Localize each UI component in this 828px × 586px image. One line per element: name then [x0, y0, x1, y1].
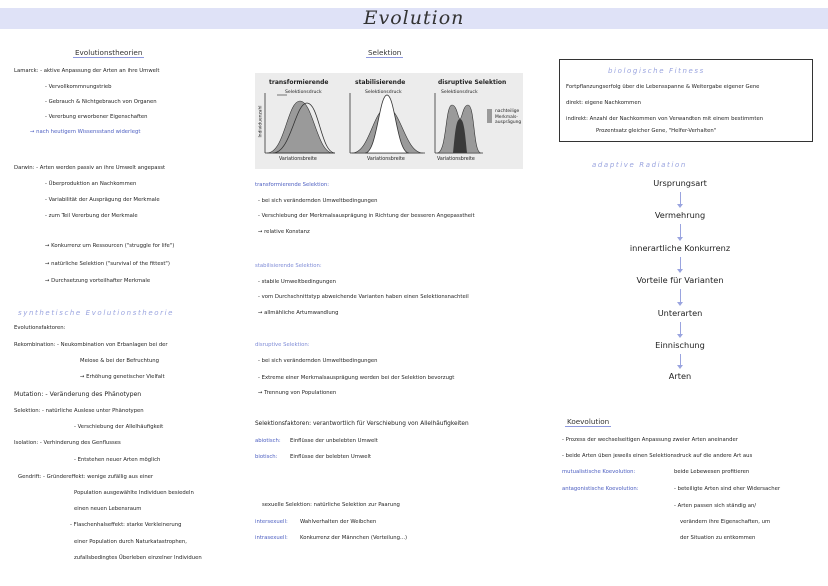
transform-item-3: → relative Konstanz	[258, 229, 310, 235]
intrasexuell-text: Konkurrenz der Männchen (Verteilung...)	[300, 535, 408, 541]
mutualistisch-text: beide Lebewesen profitieren	[674, 469, 750, 475]
lamarck-line-2: - Vervollkommnungstrieb	[45, 84, 112, 90]
synth-intro: Evolutionsfaktoren:	[14, 325, 66, 331]
disrupt-item-3: → Trennung von Populationen	[258, 390, 337, 396]
isolation-line-2: - Entstehen neuer Arten möglich	[74, 457, 161, 463]
koevo-line-1: - Prozess der wechselseitigen Anpassung zweier Arten aneinander	[562, 437, 738, 443]
gendrift-line-2: Population ausgewählte Individuen besiedeln	[74, 490, 194, 496]
rekombination-line-2: Meiose & bei der Befruchtung	[80, 358, 160, 364]
darwin-consequence-3: → Durchsetzung vorteilhafter Merkmale	[45, 278, 151, 284]
selektion-line-1: Selektion: - natürliche Auslese unter Phänotypen	[14, 408, 144, 414]
chain-arrow-6	[680, 354, 681, 366]
lamarck-line-1: Lamarck: - aktive Anpassung der Arten an ihre Umwelt	[14, 68, 160, 74]
biotisch-label: biotisch:	[255, 454, 278, 460]
fig-pressure-1: Selektionsdruck	[285, 90, 322, 95]
koevolution-heading: Koevolution	[567, 417, 610, 426]
fig-xaxis-3: Variationsbreite	[437, 157, 475, 162]
transform-item-1: - bei sich verändernden Umweltbedingungen	[258, 198, 378, 204]
chain-ursprungsart: Ursprungsart	[653, 178, 707, 188]
antagonistisch-label: antagonistische Koevolution:	[562, 486, 639, 492]
chain-arrow-5	[680, 322, 681, 335]
selektion-line-2: - Verschiebung der Allelhäufigkeit	[74, 424, 164, 430]
faktoren-line: Selektionsfaktoren: verantwortlich für Verschiebung von Allelhäufigkeiten	[255, 421, 469, 427]
chain-arrow-3	[680, 257, 681, 270]
intersexuell-text: Wahlverhalten der Weibchen	[300, 519, 377, 525]
rekombination-line-1: Rekombination: - Neukombination von Erbanlagen bei der	[14, 342, 168, 348]
disrupt-item-2: - Extreme einer Merkmalsausprägung werden bei der Selektion bevorzugt	[258, 375, 455, 381]
fig-xaxis-1: Variationsbreite	[279, 157, 317, 162]
stabil-heading: stabilisierende Selektion:	[255, 263, 322, 269]
fitness-line-4: Prozentsatz gleicher Gene, "Helfer-Verhalten"	[596, 128, 717, 134]
chain-konkurrenz: innerartliche Konkurrenz	[629, 243, 731, 253]
fitness-line-1: Fortpflanzungserfolg über die Lebensspanne & Weitergabe eigener Gene	[566, 84, 760, 90]
stabil-item-3: → allmähliche Artumwandlung	[258, 310, 339, 316]
antagonistisch-more-2: verändern ihre Eigenschaften, um	[680, 519, 771, 525]
selection-figure	[255, 73, 523, 169]
mutualistisch-label: mutualistische Koevolution:	[562, 469, 636, 475]
chain-arten: Arten	[668, 371, 692, 381]
selektion-heading: Selektion	[368, 48, 402, 57]
gendrift-line-4: - Flaschenhalseffekt: starke Verkleinerung	[70, 522, 182, 528]
chain-einnischung: Einnischung	[655, 340, 705, 350]
chain-vorteile: Vorteile für Varianten	[636, 275, 724, 285]
chain-arrow-4	[680, 289, 681, 303]
chain-vermehrung: Vermehrung	[654, 210, 706, 220]
darwin-line-3: - Variabilität der Ausprägung der Merkmale	[45, 197, 160, 203]
fig-panel3-title: disruptive Selektion	[438, 79, 507, 86]
darwin-consequence-1: → Konkurrenz um Ressourcen ("struggle for life")	[45, 243, 175, 249]
rekombination-line-3: → Erhöhung genetischer Vielfalt	[80, 374, 165, 380]
darwin-line-1: Darwin: - Arten werden passiv an ihre Umwelt angepasst	[14, 165, 166, 171]
disrupt-item-1: - bei sich verändernden Umweltbedingungen	[258, 358, 378, 364]
intrasexuell-label: intrasexuell:	[255, 535, 288, 541]
intersexuell-label: intersexuell:	[255, 519, 288, 525]
synthetische-heading: synthetische Evolutionstheorie	[18, 309, 175, 317]
fig-yaxis: Individuenzahl	[258, 105, 264, 138]
antagonistisch-more-3: der Situation zu entkommen	[680, 535, 756, 541]
darwin-consequence-2: → natürliche Selektion ("survival of the fittest")	[45, 261, 170, 267]
lamarck-line-3: - Gebrauch & Nichtgebrauch von Organen	[45, 99, 157, 105]
gendrift-line-5: einer Population durch Naturkatastrophen,	[74, 539, 187, 545]
fitness-heading: biologische Fitness	[608, 67, 705, 75]
fig-panel1-title: transformierende	[269, 79, 329, 86]
chain-arrow-1	[680, 192, 681, 205]
darwin-line-4: - zum Teil Vererbung der Merkmale	[45, 213, 138, 219]
biotisch-text: Einflüsse der belebten Umwelt	[290, 454, 372, 460]
sexuell-line: sexuelle Selektion: natürliche Selektion zur Paarung	[262, 502, 400, 508]
fitness-line-2: direkt: eigene Nachkommen	[566, 100, 641, 106]
gendrift-line-1: Gendrift: - Gründereffekt: wenige zufällig aus einer	[18, 474, 154, 480]
selection-curves	[255, 73, 523, 169]
abiotisch-label: abiotisch:	[255, 438, 281, 444]
abiotisch-text: Einflüsse der unbelebten Umwelt	[290, 438, 378, 444]
transform-heading: transformierende Selektion:	[255, 182, 330, 188]
radiation-heading: adaptive Radiation	[592, 161, 687, 169]
disrupt-heading: disruptive Selektion:	[255, 342, 310, 348]
lamarck-line-4: - Vererbung erworbener Eigenschaften	[45, 114, 148, 120]
gendrift-line-3: einen neuen Lebensraum	[74, 506, 142, 512]
isolation-line-1: Isolation: - Verhinderung des Genflusses	[14, 440, 121, 446]
antagonistisch-more-1: - Arten passen sich ständig an/	[674, 503, 757, 509]
transform-item-2: - Verschiebung der Merkmalsausprägung in Richtung der besseren Angepasstheit	[258, 213, 475, 219]
mutation-line: Mutation: - Veränderung des Phänotypen	[14, 391, 142, 398]
koevo-line-2: - beide Arten üben jeweils einen Selektionsdruck auf die andere Art aus	[562, 453, 753, 459]
stabil-item-1: - stabile Umweltbedingungen	[258, 279, 336, 285]
chain-arrow-2	[680, 224, 681, 238]
fig-legend: nachteilige Merkmals-ausprägung	[495, 109, 522, 125]
fig-pressure-3: Selektionsdruck	[441, 90, 478, 95]
page-title: Evolution	[363, 7, 465, 29]
fig-pressure-2: Selektionsdruck	[365, 90, 402, 95]
fig-xaxis-2: Variationsbreite	[367, 157, 405, 162]
fitness-line-3: indirekt: Anzahl der Nachkommen von Verwandten mit einem bestimmten	[566, 116, 764, 122]
antagonistisch-text: - beteiligte Arten sind eher Widersacher	[674, 486, 780, 492]
gendrift-line-6: zufallsbedingtes Überleben einzelner Individuen	[74, 555, 202, 561]
chain-unterarten: Unterarten	[657, 308, 703, 318]
fig-panel2-title: stabilisierende	[355, 79, 406, 86]
stabil-item-2: - vom Durchschnittstyp abweichende Varianten haben einen Selektionsnachteil	[258, 294, 469, 300]
darwin-line-2: - Überproduktion an Nachkommen	[45, 181, 137, 187]
evolutionstheorien-heading: Evolutionstheorien	[75, 48, 143, 57]
lamarck-note: → nach heutigem Wissensstand widerlegt	[30, 129, 141, 135]
